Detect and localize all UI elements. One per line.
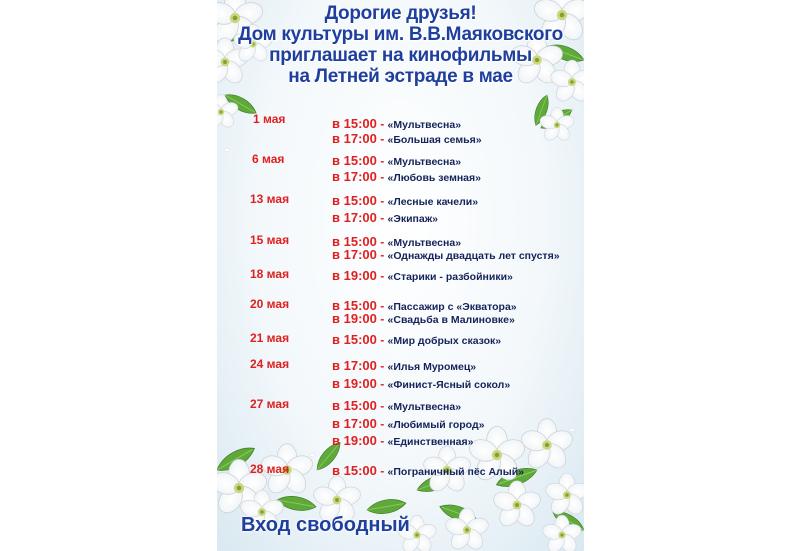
- screening-time: в 17:00: [332, 210, 377, 225]
- screening-row: [332, 432, 473, 450]
- screening-row: [332, 357, 476, 375]
- screening-separator: -: [376, 117, 388, 131]
- screening-time: в 19:00: [332, 311, 377, 326]
- screening-separator: -: [376, 235, 388, 249]
- screening-time: в 19:00: [332, 433, 377, 448]
- screening-row: [332, 415, 484, 433]
- screening-row: [332, 375, 510, 393]
- screening-time: в 17:00: [332, 358, 377, 373]
- screening-separator: -: [376, 359, 388, 373]
- screening-row: [332, 192, 478, 210]
- film-title: «Мультвесна»: [387, 237, 462, 249]
- schedule-date: 20 мая: [250, 297, 290, 311]
- screening-separator: -: [376, 333, 388, 347]
- screening-row: [332, 331, 501, 349]
- screening-separator: -: [376, 377, 388, 391]
- screening-time: в 15:00: [332, 332, 377, 347]
- greeting-title: Дорогие друзья!: [324, 3, 477, 24]
- screening-separator: -: [376, 269, 388, 283]
- film-title: «Пассажир с «Экватора»: [387, 301, 517, 313]
- screening-separator: -: [376, 194, 388, 208]
- screening-separator: -: [376, 211, 388, 225]
- film-title: «Любимый город»: [387, 419, 485, 431]
- screening-time: в 19:00: [332, 376, 377, 391]
- screening-time: в 17:00: [332, 416, 377, 431]
- free-entry-notice: Вход свободный: [241, 514, 410, 536]
- film-title: «Любовь земная»: [387, 172, 481, 184]
- screening-row: [332, 267, 513, 285]
- schedule-date: 28 мая: [250, 462, 290, 476]
- film-title: «Свадьба в Малиновке»: [387, 314, 515, 326]
- screening-separator: -: [376, 312, 388, 326]
- film-title: «Однажды двадцать лет спустя»: [387, 250, 560, 262]
- schedule-date: 1 мая: [253, 112, 286, 126]
- screening-separator: -: [376, 132, 388, 146]
- screening-separator: -: [376, 154, 388, 168]
- organization-title: Дом культуры им. В.В.Маяковского: [238, 24, 563, 45]
- schedule-date: 13 мая: [250, 192, 290, 206]
- screening-row: [332, 209, 438, 227]
- screening-time: в 15:00: [332, 116, 377, 131]
- film-title: «Пограничный пёс Алый»: [387, 466, 524, 478]
- screening-separator: -: [376, 170, 388, 184]
- screening-time: в 15:00: [332, 298, 377, 313]
- screening-separator: -: [376, 417, 388, 431]
- screening-separator: -: [376, 299, 388, 313]
- screening-time: в 17:00: [332, 169, 377, 184]
- film-title: «Илья Муромец»: [387, 361, 477, 373]
- schedule-date: 15 мая: [250, 233, 290, 247]
- schedule-date: 24 мая: [250, 357, 290, 371]
- film-title: «Мультвесна»: [387, 156, 462, 168]
- screening-time: в 15:00: [332, 153, 377, 168]
- schedule-date: 6 мая: [252, 152, 285, 166]
- film-title: «Старики - разбойники»: [387, 271, 513, 283]
- screening-separator: -: [376, 434, 388, 448]
- film-title: «Мир добрых сказок»: [387, 335, 502, 347]
- screening-time: в 17:00: [332, 131, 377, 146]
- film-title: «Лесные качели»: [387, 196, 479, 208]
- screening-time: в 15:00: [332, 463, 377, 478]
- screening-time: в 17:00: [332, 247, 377, 262]
- schedule-date: 21 мая: [250, 331, 290, 345]
- film-title: «Финист-Ясный сокол»: [387, 379, 511, 391]
- film-title: «Мультвесна»: [387, 119, 462, 131]
- screening-row: [332, 168, 481, 186]
- schedule-date: 18 мая: [250, 267, 290, 281]
- invitation-title: приглашает на кинофильмы: [269, 45, 532, 66]
- venue-title: на Летней эстраде в мае: [288, 66, 513, 87]
- screening-row: [332, 397, 461, 415]
- screening-time: в 15:00: [332, 398, 377, 413]
- film-title: «Большая семья»: [387, 134, 482, 146]
- screening-row: [332, 130, 482, 148]
- screening-row: [332, 246, 560, 264]
- screening-time: в 19:00: [332, 268, 377, 283]
- film-title: «Экипаж»: [387, 213, 439, 225]
- schedule-date: 27 мая: [250, 397, 290, 411]
- poster: [217, 0, 584, 551]
- screening-row: [332, 310, 515, 328]
- screening-separator: -: [376, 248, 388, 262]
- screening-separator: -: [376, 464, 388, 478]
- film-title: «Мультвесна»: [387, 401, 462, 413]
- screening-time: в 15:00: [332, 193, 377, 208]
- film-title: «Единственная»: [387, 436, 474, 448]
- screening-time: в 15:00: [332, 234, 377, 249]
- screening-separator: -: [376, 399, 388, 413]
- screening-row: [332, 462, 524, 480]
